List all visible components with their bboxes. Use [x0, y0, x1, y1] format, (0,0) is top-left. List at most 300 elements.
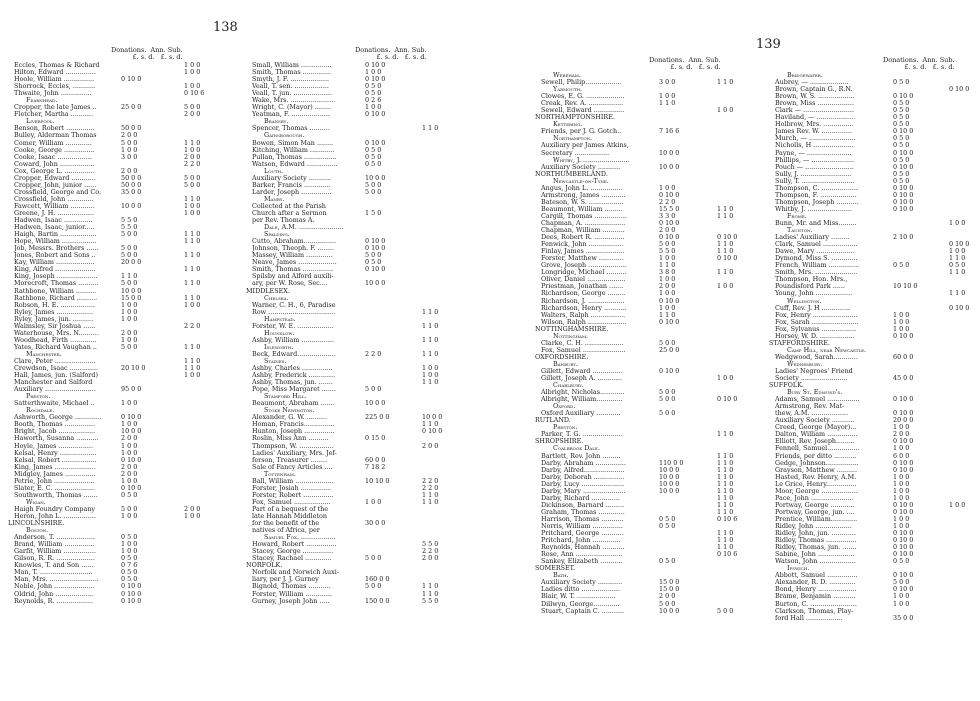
list-item	[535, 438, 760, 445]
donor-name: Neave, James ...................	[252, 259, 337, 267]
list-item	[769, 608, 980, 615]
list-item	[769, 565, 980, 572]
list-item	[8, 457, 222, 464]
donation-amount: 2 0 0	[121, 166, 138, 175]
donor-name: Watson, John ..................	[775, 558, 856, 566]
donation-amount: 5 0 0	[365, 554, 382, 563]
list-item	[246, 443, 468, 450]
annual-subscription: 2 2 0	[184, 159, 201, 168]
list-item	[246, 386, 468, 393]
list-item	[8, 379, 222, 386]
list-item	[535, 157, 760, 164]
donation-amount: 1 0 0	[893, 310, 910, 319]
donor-name: Parker, T. G. ....................	[541, 431, 623, 439]
annual-subscription: 1 1 0	[717, 247, 734, 256]
donation-amount: 5 5 0	[121, 223, 138, 232]
annual-subscription: 1 1 0	[717, 543, 734, 552]
donation-amount: 2 2 0	[365, 349, 382, 358]
list-item	[8, 492, 222, 499]
donor-name: Pope, Miss Margaret .......	[252, 386, 336, 394]
donor-name: Ashby, Frederick .............	[252, 372, 336, 380]
donor-name: Smith, Thomas ..............	[252, 69, 332, 77]
donor-name: Kelsal, Robert .................	[14, 456, 97, 464]
donor-name: Abbott, Samuel ...............	[775, 572, 858, 580]
donor-name: Brown, Captain G., R.N.	[775, 86, 853, 94]
list-item	[8, 111, 222, 118]
donation-amount: 0 10 0	[893, 190, 914, 199]
list-item	[535, 164, 760, 171]
list-item	[535, 121, 760, 128]
list-item	[769, 319, 980, 326]
donation-amount: 1 0 0	[121, 476, 138, 485]
donation-amount: 10 0 0	[365, 399, 386, 408]
donor-name: Yarmouth.	[553, 86, 583, 94]
donor-name: OXFORDSHIRE.	[535, 353, 589, 361]
donor-name: Sully, T. ..........................	[775, 177, 855, 185]
annual-subscription: 1 1 0	[717, 430, 734, 439]
list-item	[246, 231, 468, 238]
list-item	[8, 450, 222, 457]
column-header	[883, 57, 955, 71]
donation-amount: 10 10 0	[893, 282, 918, 291]
annual-subscription: 1 1 0	[422, 321, 439, 330]
donor-name: MIDDLESEX.	[246, 287, 290, 295]
list-item	[246, 309, 468, 316]
donor-name: Yeatman, F. ...................	[252, 111, 330, 119]
donor-name: Richardson, J. ..................	[541, 297, 625, 305]
donation-amount: 10 0 0	[659, 486, 680, 495]
annual-subscription: 1 0 0	[717, 106, 734, 115]
donor-name: Armstrong, James ............	[541, 191, 626, 199]
donor-name: Dawe, Mary ...................	[775, 248, 855, 256]
list-item	[769, 135, 980, 142]
list-item	[535, 312, 760, 319]
list-item	[8, 182, 222, 189]
donor-name: Hoole, William ...............	[14, 76, 95, 84]
list-item	[535, 558, 760, 565]
list-item	[769, 192, 980, 199]
donor-name: Yates, Richard Vaughan ..	[14, 343, 97, 351]
donor-name: Stuart, Captain C. ...........	[541, 607, 624, 615]
annual-subscription: 1 0 0	[184, 208, 201, 217]
donation-amount: 3 8 0	[659, 268, 676, 277]
list-item	[8, 576, 222, 583]
list-item	[535, 178, 760, 185]
list-item	[535, 220, 760, 227]
list-item	[535, 171, 760, 178]
donation-amount: 0 10 0	[893, 92, 914, 101]
donor-name: SHROPSHIRE.	[535, 438, 584, 446]
list-item	[535, 298, 760, 305]
donor-name: Frome.	[787, 212, 807, 220]
list-item	[769, 502, 980, 509]
donor-name: thew, A.M. ..................	[775, 410, 849, 418]
donation-amount: 0 10 0	[893, 127, 914, 136]
donor-name: Northampton.	[553, 135, 593, 143]
list-item	[769, 467, 980, 474]
donor-name: Liverpool.	[26, 118, 55, 126]
donor-name: Gilson, R. R. ...................	[14, 555, 95, 563]
donor-name: Poundisford Park ......	[775, 283, 845, 291]
donor-name: Alexander, G. W. ..........	[252, 414, 328, 422]
list-item	[8, 238, 222, 245]
donation-amount: 0 2 6	[365, 96, 382, 105]
donor-name: late Hannah Middleton	[252, 513, 327, 520]
donation-amount: 0 5 0	[121, 533, 138, 542]
donor-name: Chapman, A. ....................	[541, 219, 626, 227]
donor-name: Charlbury.	[553, 382, 584, 390]
donor-name: Collected at the Parish	[252, 202, 326, 210]
list-item	[769, 347, 980, 354]
list-item	[535, 608, 760, 615]
donor-name: Cooke, George ...............	[14, 146, 95, 154]
list-item	[246, 97, 468, 104]
donation-amount: 1 0 0	[365, 497, 382, 506]
annual-subscription: 1 1 0	[717, 529, 734, 538]
donor-name: Greene, J. H. ..................	[14, 209, 95, 217]
donor-name: Prentice, William.............	[775, 515, 858, 523]
list-item	[769, 227, 980, 234]
donor-name: Forster, Robert ...............	[252, 491, 334, 499]
donor-name: Adams, Samuel ................	[775, 396, 860, 404]
donation-amount: 1 1 0	[659, 99, 676, 108]
list-item	[769, 150, 980, 157]
list-item	[246, 323, 468, 330]
donor-name: Blair, W. T. ...................	[541, 593, 616, 601]
annual-subscription: 0 10 6	[717, 514, 738, 523]
annual-subscription: 1 0 0	[422, 364, 439, 373]
donor-name: Wednesbury.	[787, 360, 823, 368]
list-item	[246, 598, 468, 605]
donation-amount: 1 0 0	[893, 493, 910, 502]
donor-name: Society .......................	[775, 375, 848, 383]
donation-amount: 1 0 0	[893, 592, 910, 601]
donor-name: Reynolds, R. ..................	[14, 597, 94, 605]
donation-amount: 0 5 0	[893, 169, 910, 178]
annual-subscription: 1 0 0	[184, 68, 201, 77]
list-item	[769, 403, 980, 410]
list-item	[246, 400, 468, 407]
annual-subscription: 1 1 0	[184, 342, 201, 351]
donor-name: Richardson, George .........	[541, 290, 626, 298]
donor-name: Fawcett, William ............	[14, 202, 95, 210]
donation-amount: 2 0 0	[659, 226, 676, 235]
donor-name: Sankey, Elizabeth ...........	[541, 558, 623, 566]
donation-amount: 0 5 0	[659, 557, 676, 566]
list-item	[8, 541, 222, 548]
list-item	[246, 203, 468, 210]
donor-name: Pritchard, George ...........	[541, 530, 624, 538]
donation-amount: 0 5 0	[365, 89, 382, 98]
donation-amount: 0 5 0	[365, 159, 382, 168]
donor-name: Cropper, the late James ..	[14, 104, 97, 112]
donor-name: Spilsby and Alford auxili-	[252, 273, 334, 281]
donation-amount: 2 0 0	[121, 328, 138, 337]
list-item	[8, 125, 222, 132]
donation-amount: 1 0 0	[121, 420, 138, 429]
donor-name: Fennell, Samuel................	[775, 445, 860, 453]
donation-amount: 0 5 0	[893, 155, 910, 164]
donor-name: Benson, Robert ..............	[14, 125, 95, 133]
header-donations-annsub: Donations. Ann. Sub.	[649, 56, 721, 64]
list-item	[769, 593, 980, 600]
donor-name: Dymond, Miss S. .............	[775, 255, 858, 263]
donor-name: Ryley, James, jun. ..........	[14, 315, 94, 323]
donor-name: Job, Messrs. Brothers ......	[14, 245, 99, 253]
donor-name: Kelsal, Henry ..................	[14, 449, 97, 457]
donor-name: Fox, Samuel .....................	[541, 346, 626, 354]
list-item	[535, 333, 760, 340]
donor-name: Hasted, Rev. Henry, A.M.	[775, 473, 857, 481]
annual-subscription: 1 1 0	[184, 279, 201, 288]
donor-name: Bury St. Edmund's.	[787, 389, 843, 397]
donor-name: Le Grice, Henry...............	[775, 480, 857, 488]
donor-name: Clark, Samuel .................	[775, 241, 858, 249]
donation-amount: 160 0 0	[365, 575, 390, 584]
list-item	[8, 217, 222, 224]
donor-name: Wellington.	[787, 297, 822, 305]
donor-name: Sabine, John ..................	[775, 551, 855, 559]
list-item	[769, 107, 980, 114]
list-item	[769, 431, 980, 438]
donation-amount: 0 5 0	[365, 258, 382, 267]
donor-name: Larder, Joseph ...............	[252, 188, 332, 196]
donor-name: Forster, W. E. ..................	[252, 322, 334, 330]
donor-name: Forster, William .............	[252, 590, 332, 598]
donor-name: Ashby, William ................	[252, 336, 334, 344]
donor-name: Burton, C. .......................	[775, 600, 857, 608]
list-item	[535, 340, 760, 347]
list-item	[535, 572, 760, 579]
list-item	[8, 443, 222, 450]
donation-amount: 0 10 0	[121, 589, 142, 598]
donor-name: Grove, Joseph ...................	[541, 262, 627, 270]
donor-name: Bright, Jacob ..................	[14, 428, 96, 436]
list-item	[535, 579, 760, 586]
list-item	[246, 379, 468, 386]
donor-name: Preston.	[553, 424, 578, 432]
donor-name: Hoyle, James .................	[14, 442, 93, 450]
donor-name: Priestman, Jonathan .......	[541, 283, 624, 291]
header-donations-annsub: Donations. Ann. Sub.	[883, 56, 955, 64]
donation-amount: 20 0 0	[893, 416, 914, 425]
donor-name: Crossfield, John .............	[14, 195, 94, 203]
donor-name: Haviland, — ...................	[775, 114, 856, 122]
donation-amount: 35 0 0	[121, 187, 142, 196]
list-item	[8, 309, 222, 316]
donor-name: Noble, John ....................	[14, 583, 95, 591]
list-item	[535, 354, 760, 361]
donor-name: Watson, Edward ...............	[252, 160, 338, 168]
donation-amount: 5 0 0	[121, 279, 138, 288]
list-item	[535, 593, 760, 600]
donation-amount: 1 0 0	[659, 183, 676, 192]
donor-name: Slater, E. C. ....................	[14, 484, 96, 492]
donor-name: ary, per W. Rose, Sec....	[252, 280, 328, 288]
list-item	[246, 259, 468, 266]
annual-subscription: 2 0 0	[422, 554, 439, 563]
donation-amount: 5 0 0	[121, 138, 138, 147]
donor-name: Friends, per ditto ...........	[775, 452, 857, 460]
list-item	[246, 464, 468, 471]
donor-name: Man, Mrs. ........................	[14, 576, 99, 584]
donor-name: Roslin, Miss Ann ..........	[252, 435, 329, 443]
donor-name: Cox, George L. ...............	[14, 167, 95, 175]
annual-subscription: 1 1 0	[717, 507, 734, 516]
annual-subscription: 5 5 0	[422, 596, 439, 605]
list-item	[769, 530, 980, 537]
donor-name: Secretary .................	[541, 149, 610, 157]
column-header	[355, 47, 427, 61]
donor-name: Bond, Henry ...................	[775, 586, 857, 594]
donor-name: ford Hall ..................	[775, 614, 843, 622]
annual-subscription: 5 0 0	[184, 180, 201, 189]
donation-amount: 0 10 0	[365, 237, 386, 246]
entry-list	[535, 72, 760, 615]
list-item	[246, 69, 468, 76]
donor-name: natives of Africa, per	[252, 527, 320, 535]
donor-name: Gillett, Edward ...............	[541, 367, 623, 375]
list-item	[769, 354, 980, 361]
donor-name: Creed, George (Mayor)...	[775, 424, 857, 432]
donation-amount: 1 0 0	[893, 599, 910, 608]
donor-name: Cuff, Rev. J. H ..............	[775, 304, 851, 312]
donation-amount: 0 10 0	[893, 331, 914, 340]
donor-name: Oxford Auxiliary ............	[541, 410, 621, 418]
donation-amount: 5 0 0	[121, 342, 138, 351]
donor-name: Finlay, James ...................	[541, 248, 625, 256]
list-item	[246, 161, 468, 168]
list-item	[535, 305, 760, 312]
donor-name: Portway, George, jun. ....	[775, 508, 855, 516]
donor-name: Rose, Ann .......................	[541, 551, 623, 559]
list-item	[535, 516, 760, 523]
list-item	[246, 111, 468, 118]
donor-name: Bulley, Alderman Thomas	[14, 132, 97, 140]
donation-amount: 0 5 0	[121, 575, 138, 584]
donor-name: ferson, Treasurer ........	[252, 456, 327, 464]
donor-name: Johnson, Theoph. F. ........	[252, 245, 334, 253]
annual-subscription: 1 1 0	[717, 500, 734, 509]
donor-name: Grayson, Matthew ..........	[775, 466, 858, 474]
donor-name: King, Joseph ....................	[14, 273, 98, 281]
list-item	[246, 168, 468, 175]
donation-amount: 0 5 0	[121, 490, 138, 499]
donation-amount: 2 0 0	[893, 430, 910, 439]
list-item	[535, 565, 760, 572]
donation-amount: 5 0 0	[365, 385, 382, 394]
donation-amount: 0 10 0	[893, 585, 914, 594]
donation-amount: 0 5 0	[893, 261, 910, 270]
annual-subscription: 1 1 0	[717, 204, 734, 213]
annual-subscription: 1 1 0	[422, 307, 439, 316]
list-item	[769, 615, 980, 622]
list-item	[769, 86, 980, 93]
donation-amount: 10 0 0	[659, 162, 680, 171]
donation-amount: 1 0 0	[121, 335, 138, 344]
list-item	[769, 544, 980, 551]
donation-amount: 7 16 6	[659, 127, 680, 136]
donation-amount: 1 0 0	[121, 300, 138, 309]
donor-name: Albright, William.............	[541, 396, 623, 404]
list-item	[769, 586, 980, 593]
donor-name: Phillips, — .....................	[775, 156, 855, 164]
donation-amount: 1 0 0	[121, 307, 138, 316]
donation-amount: 0 10 0	[659, 218, 680, 227]
donation-amount: 0 10 0	[121, 582, 142, 591]
list-item	[8, 435, 222, 442]
donor-name: Ridley, John, jun. ............	[775, 530, 856, 538]
donor-name: Pullan, Thomas ................	[252, 153, 337, 161]
donor-name: LINCOLNSHIRE.	[8, 520, 65, 528]
donor-name: Brame, Benjamin ...........	[775, 593, 856, 601]
annual-subscription: 1 1 0	[184, 251, 201, 260]
donor-name: King, Alfred ....................	[14, 266, 96, 274]
donor-name: Satterthwaite, Michael ..	[14, 400, 95, 408]
annual-subscription: 1 1 0	[949, 268, 966, 277]
annual-subscription: 2 2 0	[184, 321, 201, 330]
donor-name: Wilson, Ralph ...................	[541, 318, 627, 326]
column-header	[111, 47, 183, 61]
list-item	[8, 90, 222, 97]
list-item	[769, 516, 980, 523]
donation-amount: 0 10 0	[893, 500, 914, 509]
donation-amount: 1 0 0	[659, 92, 676, 101]
donation-amount: 0 10 0	[659, 366, 680, 375]
donation-amount: 0 5 0	[893, 141, 910, 150]
donation-amount: 0 5 0	[365, 145, 382, 154]
donor-name: Garfit, William ................	[14, 548, 96, 556]
list-item	[769, 333, 980, 340]
donation-amount: 0 10 0	[121, 455, 142, 464]
list-item	[769, 460, 980, 467]
list-item	[769, 509, 980, 516]
donor-name: Chelsea.	[264, 294, 289, 302]
donor-name: Darby, Richard ..............	[541, 494, 620, 502]
donor-name: Small, William ...............	[252, 62, 332, 69]
list-item	[246, 295, 468, 302]
donor-name: Angus, John L. ................	[541, 184, 623, 192]
donation-amount: 1 0 0	[893, 444, 910, 453]
donation-amount: 1 0 0	[121, 448, 138, 457]
list-item	[246, 527, 468, 534]
list-item	[535, 431, 760, 438]
donor-name: Auxiliary per James Atkins,	[541, 142, 629, 150]
list-item	[8, 69, 222, 76]
list-item	[246, 182, 468, 189]
donation-amount: 10 0 0	[365, 279, 386, 288]
list-item	[769, 340, 980, 347]
donor-name: Moor, George ..................	[775, 487, 858, 495]
annual-subscription: 0 10 0	[717, 254, 738, 263]
donor-name: Ashby, Thomas, jun. .......	[252, 379, 333, 387]
annual-subscription: 1 1 0	[422, 349, 439, 358]
list-item	[246, 351, 468, 358]
annual-subscription: 5 0 0	[717, 606, 734, 615]
annual-subscription: 1 1 0	[184, 230, 201, 239]
list-item	[535, 283, 760, 290]
donation-amount: 15 0 0	[659, 585, 680, 594]
donor-name: Petrie, John ....................	[14, 477, 95, 485]
donor-name: Pouch — ........................	[775, 163, 854, 171]
annual-subscription: 1 0 0	[184, 300, 201, 309]
donation-amount: 20 10 0	[121, 364, 146, 373]
list-item	[246, 506, 468, 513]
list-item	[535, 79, 760, 86]
donor-name: NORTHUMBERLAND.	[535, 170, 608, 178]
donor-name: King, James ....................	[14, 463, 96, 471]
list-item	[246, 147, 468, 154]
